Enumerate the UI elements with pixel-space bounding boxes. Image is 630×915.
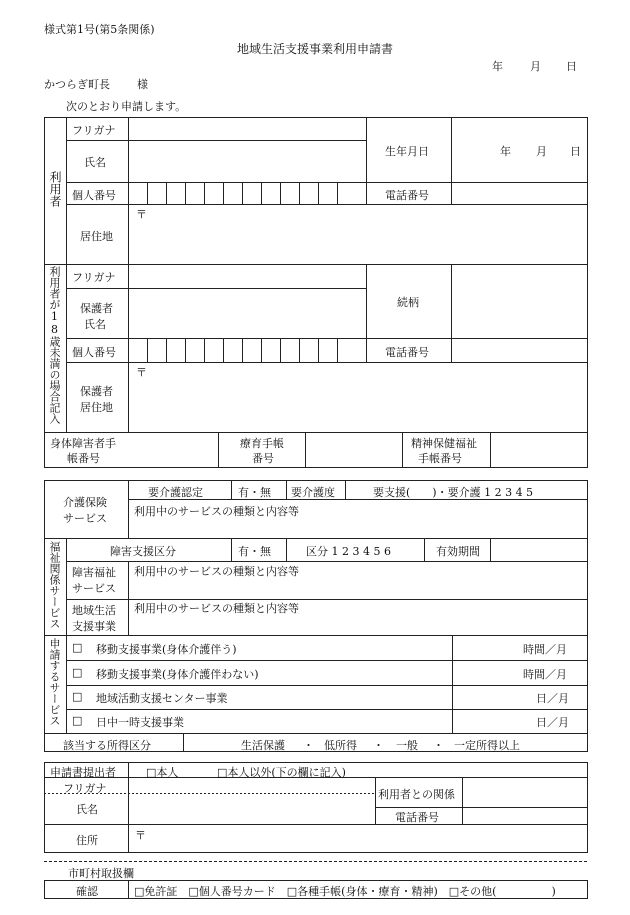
care-cert-label: 要介護認定 [148, 486, 203, 499]
support-class-label: 障害支援区分 [110, 545, 176, 558]
guardian-furigana-label: フリガナ [72, 271, 116, 284]
income-sep-1: ・ [303, 739, 314, 752]
mental-handbook-label-1: 精神保健福祉 [411, 437, 477, 450]
income-class-label: 該当する所得区分 [63, 739, 151, 752]
submitter-furigana-label: フリガナ [63, 782, 107, 795]
date-year: 年 [492, 60, 503, 73]
mental-handbook-label-2: 手帳番号 [418, 452, 462, 465]
apply-item-3-label: 地域活動支援センター事業 [96, 692, 228, 705]
community-support-label-2: 支援事業 [72, 620, 116, 633]
support-class-validity: 有効期間 [436, 545, 480, 558]
income-option-general: 一般 [396, 739, 418, 752]
submitter-phone-label: 電話番号 [395, 811, 439, 824]
office-confirm-label: 確認 [76, 885, 98, 898]
guardian-address-label-2: 居住地 [80, 401, 113, 414]
support-class-yesno: 有・無 [238, 545, 271, 558]
addressee-name: かつらぎ町長 [44, 78, 110, 91]
apply-checkbox-3[interactable]: □ [72, 690, 83, 703]
user-birth-year: 年 [500, 145, 511, 158]
apply-item-1-label: 移動支援事業(身体介護伴う) [96, 643, 237, 656]
user-phone-label: 電話番号 [385, 189, 429, 202]
user-name-label: 氏名 [84, 156, 106, 169]
user-birth-month: 月 [536, 145, 547, 158]
community-support-detail: 利用中のサービスの種類と内容等 [134, 602, 299, 615]
user-mynumber-label: 個人番号 [72, 189, 116, 202]
apply-item-3-unit: 日／月 [536, 692, 569, 705]
disability-service-label-2: サービス [72, 582, 116, 595]
apply-item-4-label: 日中一時支援事業 [96, 716, 184, 729]
user-address-label: 居住地 [80, 230, 113, 243]
addressee-honorific: 様 [137, 78, 148, 91]
care-insurance-label-2: サービス [63, 512, 107, 525]
support-class-options: 区分 1 2 3 4 5 6 [306, 545, 391, 558]
guardian-name-label-2: 氏名 [84, 318, 106, 331]
apply-item-2-label: 移動支援事業(身体介護伴わない) [96, 668, 259, 681]
user-birth-day: 日 [570, 145, 581, 158]
guardian-phone-label: 電話番号 [385, 346, 429, 359]
user-postal-mark: 〒 [136, 208, 147, 221]
disability-service-detail: 利用中のサービスの種類と内容等 [134, 565, 299, 578]
submitter-postal-mark: 〒 [135, 829, 146, 842]
guardian-mynumber-boxes [148, 338, 338, 362]
community-support-label-1: 地域生活 [72, 604, 116, 617]
care-level-options: 要支援( )・要介護 1 2 3 4 5 [373, 486, 534, 499]
form-title: 地域生活支援事業利用申請書 [236, 42, 393, 56]
office-confirm-options[interactable]: □免許証 □個人番号カード □各種手帳(身体・療育・精神) □その他( ) [134, 885, 556, 898]
submitter-self-option[interactable]: □本人 [146, 766, 179, 779]
submitter-label: 申請書提出者 [50, 766, 116, 779]
physical-handbook-label-2: 帳番号 [67, 452, 100, 465]
income-sep-2: ・ [373, 739, 384, 752]
user-mynumber-boxes [148, 182, 338, 204]
submitter-name-label: 氏名 [76, 803, 98, 816]
welfare-section-label: 福祉関係サービス [48, 541, 61, 629]
apply-section-label: 申請するサービス [48, 638, 61, 726]
intro-text: 次のとおり申請します。 [66, 100, 187, 113]
guardian-relation-label: 続柄 [397, 296, 419, 309]
office-use-title: 市町村取扱欄 [68, 867, 134, 880]
guardian-postal-mark: 〒 [136, 366, 147, 379]
income-option-low: 低所得 [324, 739, 357, 752]
form-number: 様式第1号(第5条関係) [44, 23, 155, 36]
care-level-label: 要介護度 [291, 486, 335, 499]
guardian-address-label-1: 保護者 [80, 385, 113, 398]
submitter-address-label: 住所 [76, 834, 98, 847]
apply-item-4-unit: 日／月 [536, 716, 569, 729]
care-cert-yesno: 有・無 [238, 486, 271, 499]
submitter-relation-label: 利用者との関係 [378, 788, 455, 801]
submitter-other-option[interactable]: □本人以外(下の欄に記入) [217, 766, 346, 779]
disability-service-label-1: 障害福祉 [72, 566, 116, 579]
user-birth-label: 生年月日 [385, 145, 429, 158]
guardian-name-label-1: 保護者 [80, 302, 113, 315]
care-insurance-label-1: 介護保険 [63, 496, 107, 509]
guardian-mynumber-label: 個人番号 [72, 346, 116, 359]
apply-item-2-unit: 時間／月 [523, 668, 567, 681]
physical-handbook-label-1: 身体障害者手 [50, 437, 116, 450]
income-option-high: 一定所得以上 [454, 739, 520, 752]
income-option-welfare: 生活保護 [241, 739, 285, 752]
apply-checkbox-4[interactable]: □ [72, 714, 83, 727]
date-month: 月 [530, 60, 541, 73]
apply-checkbox-1[interactable]: □ [72, 641, 83, 654]
rehab-handbook-label-1: 療育手帳 [240, 437, 284, 450]
income-sep-3: ・ [433, 739, 444, 752]
apply-checkbox-2[interactable]: □ [72, 666, 83, 679]
date-day: 日 [566, 60, 577, 73]
user-section-label: 利用者 [48, 171, 62, 207]
rehab-handbook-label-2: 番号 [252, 452, 274, 465]
care-services-label: 利用中のサービスの種類と内容等 [134, 505, 299, 518]
apply-item-1-unit: 時間／月 [523, 643, 567, 656]
user-furigana-label: フリガナ [72, 124, 116, 137]
guardian-section-label: 利用者が18歳未満の場合記入 [48, 266, 61, 424]
